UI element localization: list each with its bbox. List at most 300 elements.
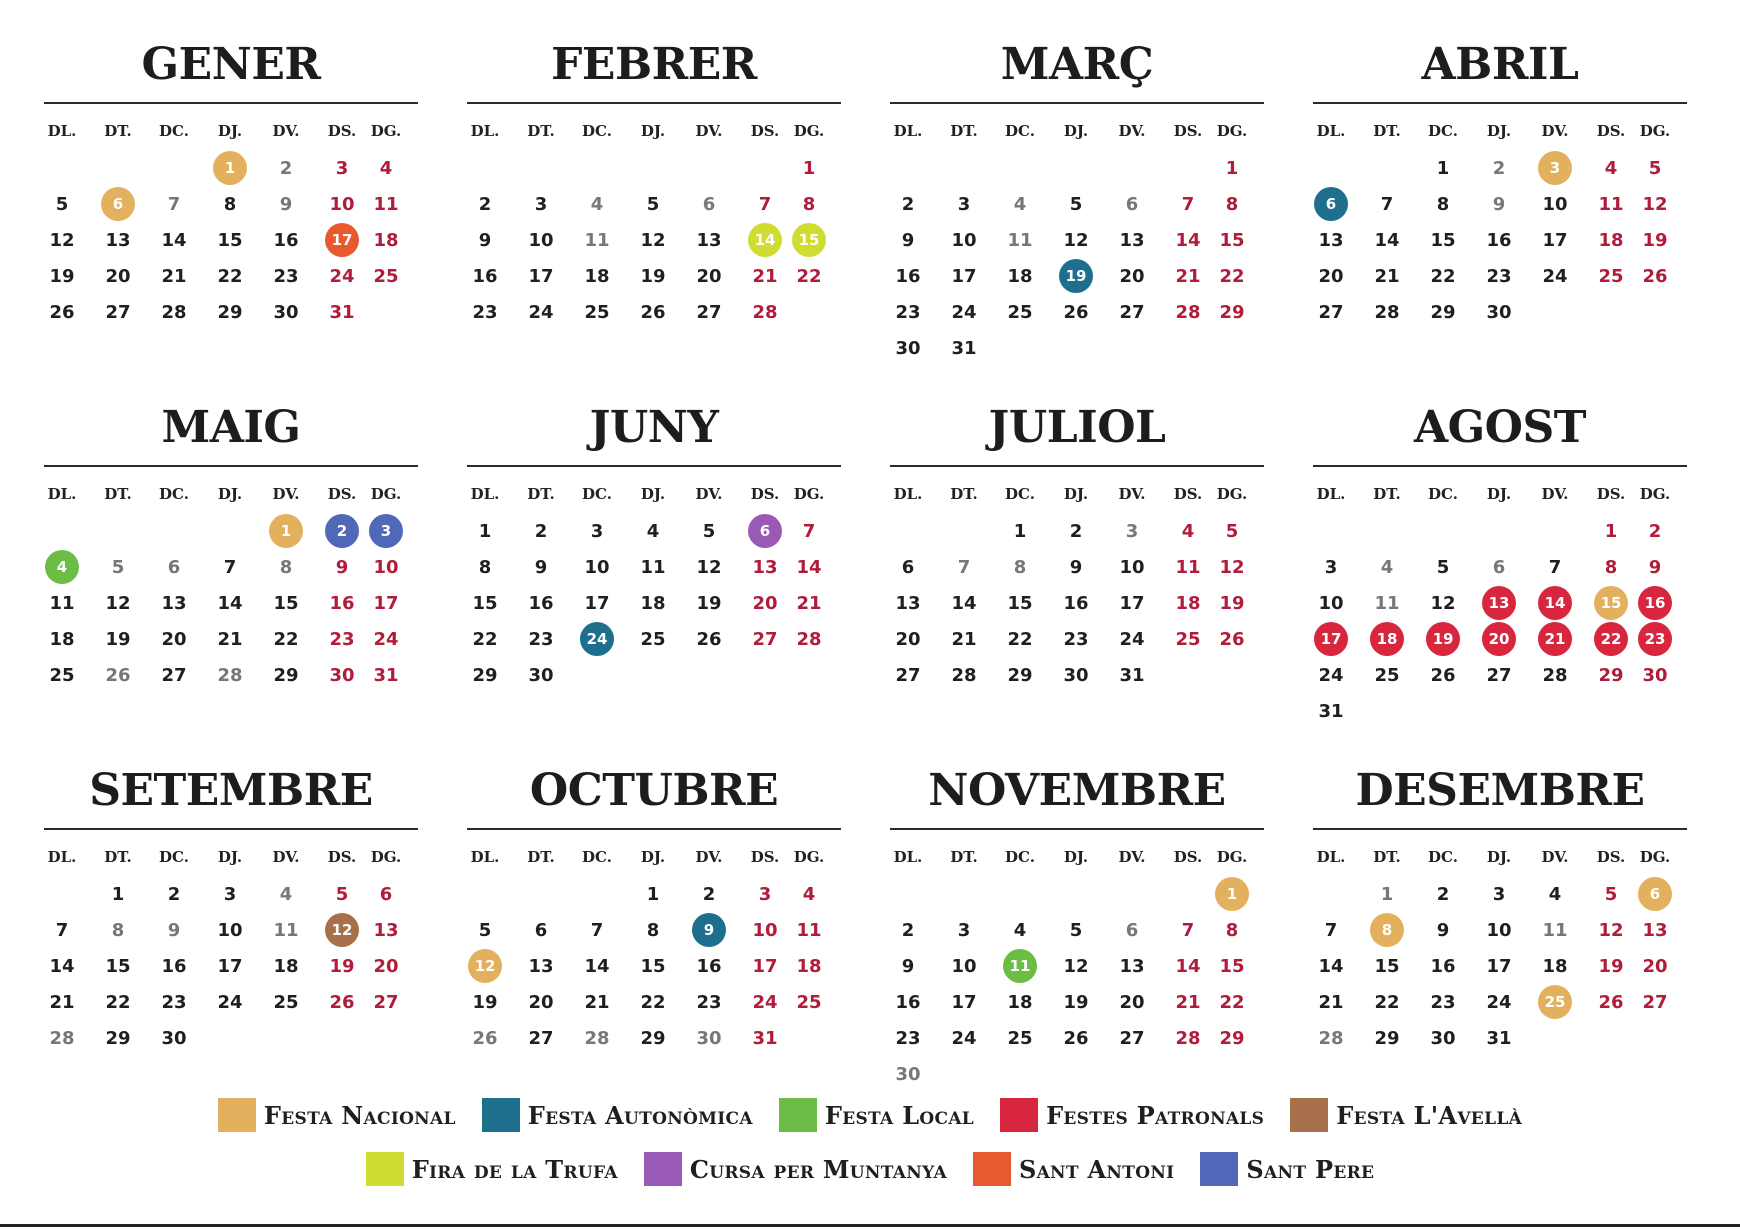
day-grid (1313, 519, 1687, 735)
holiday-day-cell: 6 (1314, 187, 1348, 221)
month-title: AGOST (1413, 402, 1587, 453)
day-cell: 21 (752, 265, 778, 287)
day-cell: 15 (472, 592, 498, 614)
day-cell: 28 (951, 664, 977, 686)
holiday-day-cell: 1 (269, 514, 303, 548)
legend-label: Festa Local (824, 1100, 975, 1130)
weekday-label: DS. (750, 485, 780, 503)
day-cell: 22 (472, 628, 498, 650)
weekday-label: DC. (582, 122, 612, 140)
day-cell: 3 (1324, 556, 1338, 578)
day-cell: 24 (951, 1027, 977, 1049)
legend-item-cursa-muntanya (644, 1152, 947, 1186)
day-cell: 16 (528, 592, 554, 614)
day-cell: 30 (329, 664, 355, 686)
day-cell: 4 (1013, 193, 1027, 215)
day-cell: 5 (478, 919, 492, 941)
day-cell: 6 (702, 193, 716, 215)
day-cell: 15 (217, 229, 243, 251)
weekday-label: DL. (470, 485, 500, 503)
weekday-label: DC. (159, 848, 189, 866)
day-cell: 22 (640, 991, 666, 1013)
day-cell: 28 (1175, 301, 1201, 323)
holiday-day-cell: 3 (369, 514, 403, 548)
day-cell: 31 (373, 664, 399, 686)
day-cell: 22 (273, 628, 299, 650)
day-cell: 2 (279, 157, 293, 179)
weekday-label: DG. (1639, 485, 1671, 503)
day-cell: 10 (584, 556, 610, 578)
day-cell: 9 (167, 919, 181, 941)
day-cell: 9 (279, 193, 293, 215)
day-cell: 31 (752, 1027, 778, 1049)
day-grid (44, 519, 418, 699)
day-cell: 27 (1119, 301, 1145, 323)
weekday-label: DJ. (640, 122, 666, 140)
day-cell: 31 (329, 301, 355, 323)
weekday-label: DL. (47, 848, 77, 866)
month-divider (1313, 102, 1687, 104)
day-cell: 22 (1219, 265, 1245, 287)
holiday-day-cell: 14 (748, 223, 782, 257)
day-cell: 2 (167, 883, 181, 905)
weekday-label: DG. (1639, 848, 1671, 866)
swatch-festa-avella (1290, 1098, 1328, 1132)
day-cell: 22 (1430, 265, 1456, 287)
weekday-label: DS. (1596, 848, 1626, 866)
holiday-day-cell: 15 (792, 223, 826, 257)
weekday-header (44, 485, 418, 519)
day-cell: 14 (217, 592, 243, 614)
day-cell: 21 (951, 628, 977, 650)
day-cell: 13 (895, 592, 921, 614)
day-cell: 19 (49, 265, 75, 287)
legend-label: Festa L'Avellà (1336, 1100, 1523, 1130)
day-cell: 1 (1604, 520, 1618, 542)
day-cell: 26 (696, 628, 722, 650)
day-cell: 10 (951, 229, 977, 251)
day-cell: 2 (478, 193, 492, 215)
day-cell: 1 (478, 520, 492, 542)
holiday-day-cell: 3 (1538, 151, 1572, 185)
day-cell: 25 (1598, 265, 1624, 287)
day-cell: 4 (802, 883, 816, 905)
day-cell: 8 (478, 556, 492, 578)
day-cell: 10 (1486, 919, 1512, 941)
day-cell: 8 (802, 193, 816, 215)
day-cell: 28 (1374, 301, 1400, 323)
day-cell: 10 (1542, 193, 1568, 215)
day-cell: 7 (55, 919, 69, 941)
day-cell: 13 (752, 556, 778, 578)
day-grid (1313, 156, 1687, 336)
weekday-label: DT. (527, 848, 555, 866)
holiday-day-cell: 19 (1426, 622, 1460, 656)
weekday-label: DC. (1005, 848, 1035, 866)
day-cell: 8 (646, 919, 660, 941)
day-cell: 16 (895, 991, 921, 1013)
day-cell: 28 (49, 1027, 75, 1049)
day-cell: 6 (167, 556, 181, 578)
day-cell: 24 (1542, 265, 1568, 287)
day-cell: 12 (1598, 919, 1624, 941)
day-cell: 4 (379, 157, 393, 179)
day-cell: 21 (217, 628, 243, 650)
day-cell: 21 (1318, 991, 1344, 1013)
day-cell: 29 (472, 664, 498, 686)
day-cell: 3 (534, 193, 548, 215)
day-cell: 5 (646, 193, 660, 215)
day-cell: 7 (957, 556, 971, 578)
weekday-label: DJ. (217, 485, 243, 503)
weekday-label: DG. (793, 485, 825, 503)
day-cell: 9 (1492, 193, 1506, 215)
day-cell: 10 (1119, 556, 1145, 578)
day-grid (1313, 882, 1687, 1062)
weekday-header (890, 122, 1264, 156)
month-9 (467, 760, 841, 1062)
day-cell: 7 (1324, 919, 1338, 941)
day-cell: 24 (373, 628, 399, 650)
day-cell: 6 (379, 883, 393, 905)
day-cell: 5 (1648, 157, 1662, 179)
month-divider (467, 102, 841, 104)
day-cell: 31 (1486, 1027, 1512, 1049)
day-cell: 16 (1486, 229, 1512, 251)
day-cell: 12 (640, 229, 666, 251)
month-title: MARÇ (1000, 39, 1154, 90)
holiday-day-cell: 22 (1594, 622, 1628, 656)
day-cell: 5 (111, 556, 125, 578)
day-cell: 27 (752, 628, 778, 650)
day-cell: 26 (329, 991, 355, 1013)
day-cell: 1 (1436, 157, 1450, 179)
month-7 (1313, 397, 1687, 735)
weekday-label: DV. (272, 485, 300, 503)
day-cell: 24 (1318, 664, 1344, 686)
day-cell: 2 (901, 193, 915, 215)
day-cell: 15 (640, 955, 666, 977)
day-cell: 30 (161, 1027, 187, 1049)
month-11 (1313, 760, 1687, 1062)
weekday-label: DS. (327, 485, 357, 503)
day-cell: 1 (1380, 883, 1394, 905)
holiday-day-cell: 2 (325, 514, 359, 548)
day-cell: 6 (1492, 556, 1506, 578)
day-cell: 13 (696, 229, 722, 251)
day-cell: 26 (1063, 1027, 1089, 1049)
day-cell: 22 (1219, 991, 1245, 1013)
weekday-label: DL. (470, 848, 500, 866)
legend-item-festes-patronals (1000, 1098, 1264, 1132)
day-cell: 2 (1436, 883, 1450, 905)
weekday-label: DL. (893, 485, 923, 503)
day-cell: 4 (1013, 919, 1027, 941)
day-cell: 30 (1430, 1027, 1456, 1049)
day-cell: 23 (696, 991, 722, 1013)
day-cell: 18 (273, 955, 299, 977)
day-cell: 27 (1486, 664, 1512, 686)
weekday-label: DV. (695, 848, 723, 866)
weekday-label: DJ. (1063, 848, 1089, 866)
weekday-label: DL. (47, 485, 77, 503)
day-cell: 22 (796, 265, 822, 287)
day-cell: 16 (696, 955, 722, 977)
month-divider (44, 465, 418, 467)
day-grid (890, 156, 1264, 372)
month-title: GENER (141, 39, 321, 90)
day-cell: 4 (1380, 556, 1394, 578)
weekday-label: DV. (1118, 122, 1146, 140)
day-cell: 10 (528, 229, 554, 251)
month-divider (467, 828, 841, 830)
day-cell: 29 (1219, 301, 1245, 323)
month-title: NOVEMBRE (928, 765, 1226, 816)
legend-label: Fira de la Trufa (411, 1154, 618, 1184)
day-cell: 8 (1225, 919, 1239, 941)
month-5 (467, 397, 841, 699)
swatch-sant-antoni (973, 1152, 1011, 1186)
day-cell: 14 (1318, 955, 1344, 977)
day-cell: 25 (584, 301, 610, 323)
month-title: FEBRER (551, 39, 757, 90)
day-cell: 3 (335, 157, 349, 179)
weekday-label: DC. (582, 485, 612, 503)
legend-item-festa-local (779, 1098, 974, 1132)
day-cell: 8 (1436, 193, 1450, 215)
weekday-label: DS. (327, 122, 357, 140)
weekday-label: DJ. (1063, 122, 1089, 140)
month-title: SETEMBRE (89, 765, 373, 816)
day-cell: 13 (528, 955, 554, 977)
day-cell: 4 (646, 520, 660, 542)
day-cell: 26 (105, 664, 131, 686)
month-title: MAIG (161, 402, 301, 453)
day-cell: 20 (373, 955, 399, 977)
day-cell: 30 (273, 301, 299, 323)
day-cell: 15 (105, 955, 131, 977)
month-divider (890, 465, 1264, 467)
month-title: DESEMBRE (1355, 765, 1645, 816)
day-cell: 9 (1069, 556, 1083, 578)
day-cell: 7 (1548, 556, 1562, 578)
weekday-label: DJ. (1486, 848, 1512, 866)
day-cell: 24 (752, 991, 778, 1013)
day-cell: 9 (901, 955, 915, 977)
month-3 (1313, 34, 1687, 336)
day-cell: 24 (1486, 991, 1512, 1013)
weekday-label: DL. (893, 848, 923, 866)
weekday-header (467, 122, 841, 156)
day-cell: 28 (796, 628, 822, 650)
day-grid (890, 882, 1264, 1098)
day-cell: 21 (1175, 991, 1201, 1013)
weekday-label: DT. (950, 122, 978, 140)
day-cell: 14 (796, 556, 822, 578)
weekday-label: DC. (159, 485, 189, 503)
legend-item-festa-nacional (218, 1098, 456, 1132)
day-cell: 5 (335, 883, 349, 905)
day-cell: 15 (1007, 592, 1033, 614)
month-divider (1313, 465, 1687, 467)
weekday-label: DT. (104, 485, 132, 503)
day-cell: 18 (796, 955, 822, 977)
weekday-label: DV. (695, 122, 723, 140)
day-cell: 28 (752, 301, 778, 323)
day-cell: 5 (1069, 919, 1083, 941)
day-cell: 29 (1219, 1027, 1245, 1049)
day-cell: 10 (217, 919, 243, 941)
day-cell: 12 (105, 592, 131, 614)
weekday-label: DL. (47, 122, 77, 140)
day-cell: 1 (646, 883, 660, 905)
day-cell: 1 (1225, 157, 1239, 179)
day-cell: 23 (895, 1027, 921, 1049)
weekday-label: DG. (1216, 485, 1248, 503)
day-cell: 11 (1542, 919, 1568, 941)
swatch-festa-autonomica (482, 1098, 520, 1132)
day-cell: 30 (1486, 301, 1512, 323)
month-8 (44, 760, 418, 1062)
day-cell: 1 (1013, 520, 1027, 542)
weekday-label: DT. (1373, 485, 1401, 503)
day-cell: 2 (534, 520, 548, 542)
day-cell: 31 (1119, 664, 1145, 686)
holiday-day-cell: 21 (1538, 622, 1572, 656)
weekday-label: DV. (695, 485, 723, 503)
day-cell: 21 (1374, 265, 1400, 287)
day-cell: 14 (161, 229, 187, 251)
holiday-day-cell: 15 (1594, 586, 1628, 620)
weekday-label: DV. (1541, 848, 1569, 866)
weekday-label: DC. (1428, 848, 1458, 866)
day-cell: 25 (1175, 628, 1201, 650)
bottom-rule (0, 1224, 1740, 1227)
day-cell: 7 (758, 193, 772, 215)
weekday-label: DG. (1216, 122, 1248, 140)
day-cell: 10 (1318, 592, 1344, 614)
day-cell: 17 (752, 955, 778, 977)
day-cell: 20 (1642, 955, 1668, 977)
day-cell: 10 (373, 556, 399, 578)
day-cell: 18 (1007, 991, 1033, 1013)
day-cell: 24 (1119, 628, 1145, 650)
day-cell: 7 (590, 919, 604, 941)
weekday-label: DL. (1316, 122, 1346, 140)
month-divider (1313, 828, 1687, 830)
month-title: OCTUBRE (529, 765, 779, 816)
day-cell: 21 (796, 592, 822, 614)
day-cell: 9 (1648, 556, 1662, 578)
day-cell: 20 (895, 628, 921, 650)
day-cell: 2 (1648, 520, 1662, 542)
day-cell: 20 (105, 265, 131, 287)
day-cell: 16 (329, 592, 355, 614)
day-cell: 28 (584, 1027, 610, 1049)
day-cell: 12 (1430, 592, 1456, 614)
day-cell: 13 (1642, 919, 1668, 941)
day-cell: 12 (1642, 193, 1668, 215)
holiday-day-cell: 11 (1003, 949, 1037, 983)
holiday-day-cell: 16 (1638, 586, 1672, 620)
legend-label: Festes Patronals (1046, 1100, 1265, 1130)
day-cell: 26 (1598, 991, 1624, 1013)
day-cell: 11 (1374, 592, 1400, 614)
day-cell: 4 (1604, 157, 1618, 179)
weekday-label: DC. (1005, 122, 1035, 140)
month-divider (890, 102, 1264, 104)
day-cell: 28 (1175, 1027, 1201, 1049)
weekday-label: DT. (1373, 122, 1401, 140)
weekday-label: DG. (370, 848, 402, 866)
month-divider (467, 465, 841, 467)
day-cell: 7 (1380, 193, 1394, 215)
day-cell: 26 (1642, 265, 1668, 287)
day-cell: 31 (951, 337, 977, 359)
weekday-label: DT. (104, 122, 132, 140)
swatch-cursa-muntanya (644, 1152, 682, 1186)
holiday-day-cell: 1 (1215, 877, 1249, 911)
holiday-day-cell: 6 (101, 187, 135, 221)
day-cell: 27 (161, 664, 187, 686)
weekday-label: DG. (370, 485, 402, 503)
weekday-header (1313, 485, 1687, 519)
day-cell: 19 (1063, 991, 1089, 1013)
day-cell: 13 (105, 229, 131, 251)
day-cell: 9 (1436, 919, 1450, 941)
day-cell: 30 (1063, 664, 1089, 686)
day-cell: 30 (528, 664, 554, 686)
holiday-day-cell: 8 (1370, 913, 1404, 947)
day-cell: 26 (1219, 628, 1245, 650)
day-cell: 26 (1063, 301, 1089, 323)
day-cell: 25 (373, 265, 399, 287)
month-divider (890, 828, 1264, 830)
day-cell: 16 (895, 265, 921, 287)
day-cell: 13 (373, 919, 399, 941)
swatch-festa-nacional (218, 1098, 256, 1132)
day-cell: 24 (329, 265, 355, 287)
day-cell: 18 (49, 628, 75, 650)
day-cell: 3 (758, 883, 772, 905)
month-2 (890, 34, 1264, 372)
day-cell: 17 (1119, 592, 1145, 614)
day-cell: 29 (1430, 301, 1456, 323)
day-cell: 13 (1318, 229, 1344, 251)
day-cell: 18 (1598, 229, 1624, 251)
weekday-label: DS. (750, 848, 780, 866)
day-cell: 16 (1063, 592, 1089, 614)
day-cell: 16 (161, 955, 187, 977)
day-cell: 7 (802, 520, 816, 542)
day-cell: 17 (217, 955, 243, 977)
day-cell: 9 (478, 229, 492, 251)
day-cell: 21 (1175, 265, 1201, 287)
day-cell: 12 (1063, 955, 1089, 977)
day-cell: 20 (1119, 991, 1145, 1013)
day-cell: 25 (796, 991, 822, 1013)
legend-item-fira-trufa (366, 1152, 618, 1186)
day-cell: 4 (1181, 520, 1195, 542)
weekday-label: DJ. (217, 848, 243, 866)
legend-row-2 (0, 1152, 1740, 1186)
day-cell: 3 (957, 193, 971, 215)
day-cell: 17 (528, 265, 554, 287)
month-10 (890, 760, 1264, 1098)
day-cell: 27 (1318, 301, 1344, 323)
day-cell: 7 (1181, 193, 1195, 215)
day-cell: 23 (528, 628, 554, 650)
